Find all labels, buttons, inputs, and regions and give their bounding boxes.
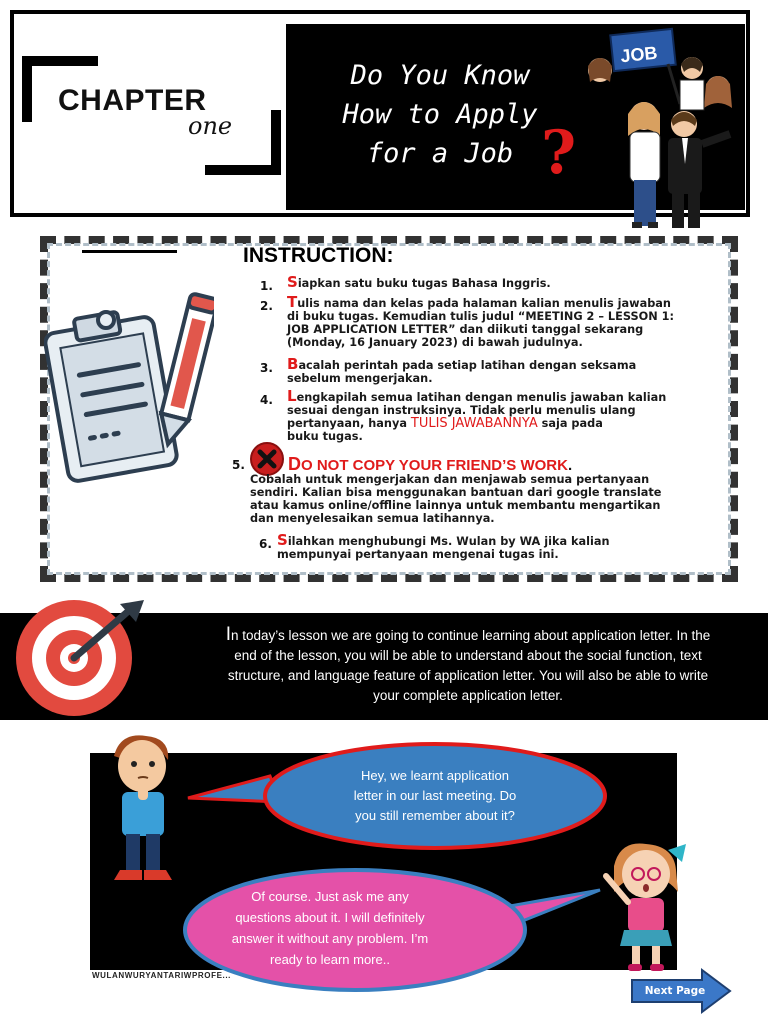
instruction-item-4: [287, 387, 727, 443]
initial-letter: T: [287, 293, 298, 311]
item-text: Cobalah untuk mengerjakan dan menjawab semua pertanyaan: [250, 473, 650, 486]
item-text: (Monday, 16 January 2023) di bawah judulnya.: [287, 336, 583, 349]
headline-text: O NOT COPY YOUR FRIEND’S WORK: [301, 457, 568, 474]
page-title: [300, 56, 580, 173]
title-line-1: Do You Know: [350, 60, 530, 91]
item-text: engkapilah semua latihan dengan menulis jawaban kalian: [296, 391, 667, 404]
chapter-label: CHAPTER: [58, 84, 207, 117]
target-icon: [8, 596, 150, 720]
clipboard-pencil-icon: [44, 290, 214, 490]
speech-line: Hey, we learnt application: [361, 768, 509, 783]
divider: [82, 250, 177, 253]
boy-speech: [300, 766, 570, 826]
bracket-top-left: [22, 56, 98, 66]
item-text: atau kamus online/offline lainnya untuk membantu mengartikan: [250, 499, 661, 512]
item-text: iapkan satu buku tugas Bahasa Inggris.: [297, 277, 551, 290]
item-number: 1.: [260, 279, 273, 293]
instruction-item-3: [287, 355, 717, 385]
bracket-bottom-right: [205, 165, 281, 175]
headline-period: .: [567, 457, 573, 474]
speech-line: letter in our last meeting. Do: [353, 788, 517, 803]
item-number: 3.: [260, 361, 273, 375]
item-number: 6.: [259, 537, 272, 551]
speech-line: answer it without any problem. I’m: [231, 931, 429, 946]
item-number: 2.: [260, 299, 273, 313]
item-text: acalah perintah pada setiap latihan dengan seksama: [298, 359, 637, 372]
girl-character: [596, 836, 696, 976]
instruction-item-6: [277, 531, 707, 561]
lesson-line: structure, and language feature of application letter. You will also be able to write: [227, 668, 709, 683]
item-text: sesuai dengan instruksinya. Tidak perlu menulis ulang: [287, 404, 636, 417]
speech-line: Of course. Just ask me any: [251, 889, 409, 904]
item-text: sebelum mengerjakan.: [287, 372, 433, 385]
boy-character: [100, 730, 186, 886]
item-text: saja pada: [537, 417, 603, 430]
initial-letter: D: [288, 454, 301, 474]
initial-letter: I: [225, 624, 231, 645]
lesson-paragraph: [190, 625, 746, 706]
girl-speech: [195, 886, 465, 970]
speech-line: questions about it. I will definitely: [235, 910, 425, 925]
instruction-item-5: [250, 473, 720, 525]
item-text: mempunyai pertanyaan mengenai tugas ini.: [277, 548, 559, 561]
item-number: 4.: [260, 393, 273, 407]
item-text: JOB APPLICATION LETTER” dan diikuti tanggal sekarang: [287, 323, 644, 336]
instruction-title: INSTRUCTION:: [243, 244, 394, 267]
speech-line: ready to learn more..: [270, 952, 390, 967]
item-text: ilahkan menghubungi Ms. Wulan by WA jika kalian: [287, 535, 610, 548]
item-text: dan menyelesaikan semua latihannya.: [250, 512, 495, 525]
bracket-top-left-vertical: [22, 56, 32, 122]
instruction-item-2: [287, 293, 727, 349]
lesson-line: your complete application letter.: [373, 688, 563, 703]
footer-credit: WULANWURYANTARIWPROFE...: [92, 971, 231, 980]
item-text: di buku tugas. Kemudian tulis judul “MEETING 2 – LESSON 1:: [287, 310, 674, 323]
initial-letter: L: [287, 387, 297, 405]
lesson-line: n today’s lesson we are going to continue learning about application letter. In the: [230, 628, 711, 643]
item-number: 5.: [232, 458, 245, 472]
item-text: sendiri. Kalian bisa menggunakan bantuan dari google translate: [250, 486, 662, 499]
next-page-label[interactable]: Next Page: [644, 985, 706, 997]
highlighted-text: TULIS JAWABANNYA: [410, 416, 538, 431]
title-line-2: How to Apply: [342, 99, 538, 130]
job-seekers-illustration: [580, 24, 748, 236]
initial-letter: S: [287, 273, 298, 291]
instruction-item-1: [287, 273, 717, 291]
cross-icon: [250, 442, 284, 476]
title-line-3: for a Job: [366, 138, 514, 169]
item-text: pertanyaan, hanya: [287, 417, 411, 430]
bracket-bottom-right-vertical: [271, 110, 281, 175]
item-text: buku tugas.: [287, 430, 363, 443]
chapter-number: one: [188, 112, 233, 140]
job-sign-text: JOB: [619, 42, 659, 67]
initial-letter: S: [277, 531, 288, 549]
instruction-item-5-headline: [288, 454, 572, 475]
lesson-line: end of the lesson, you will be able to understand about the social function, text: [234, 648, 702, 663]
initial-letter: B: [287, 355, 299, 373]
question-mark: ?: [541, 118, 577, 188]
item-text: ulis nama dan kelas pada halaman kalian menulis jawaban: [297, 297, 671, 310]
speech-line: you still remember about it?: [355, 808, 515, 823]
